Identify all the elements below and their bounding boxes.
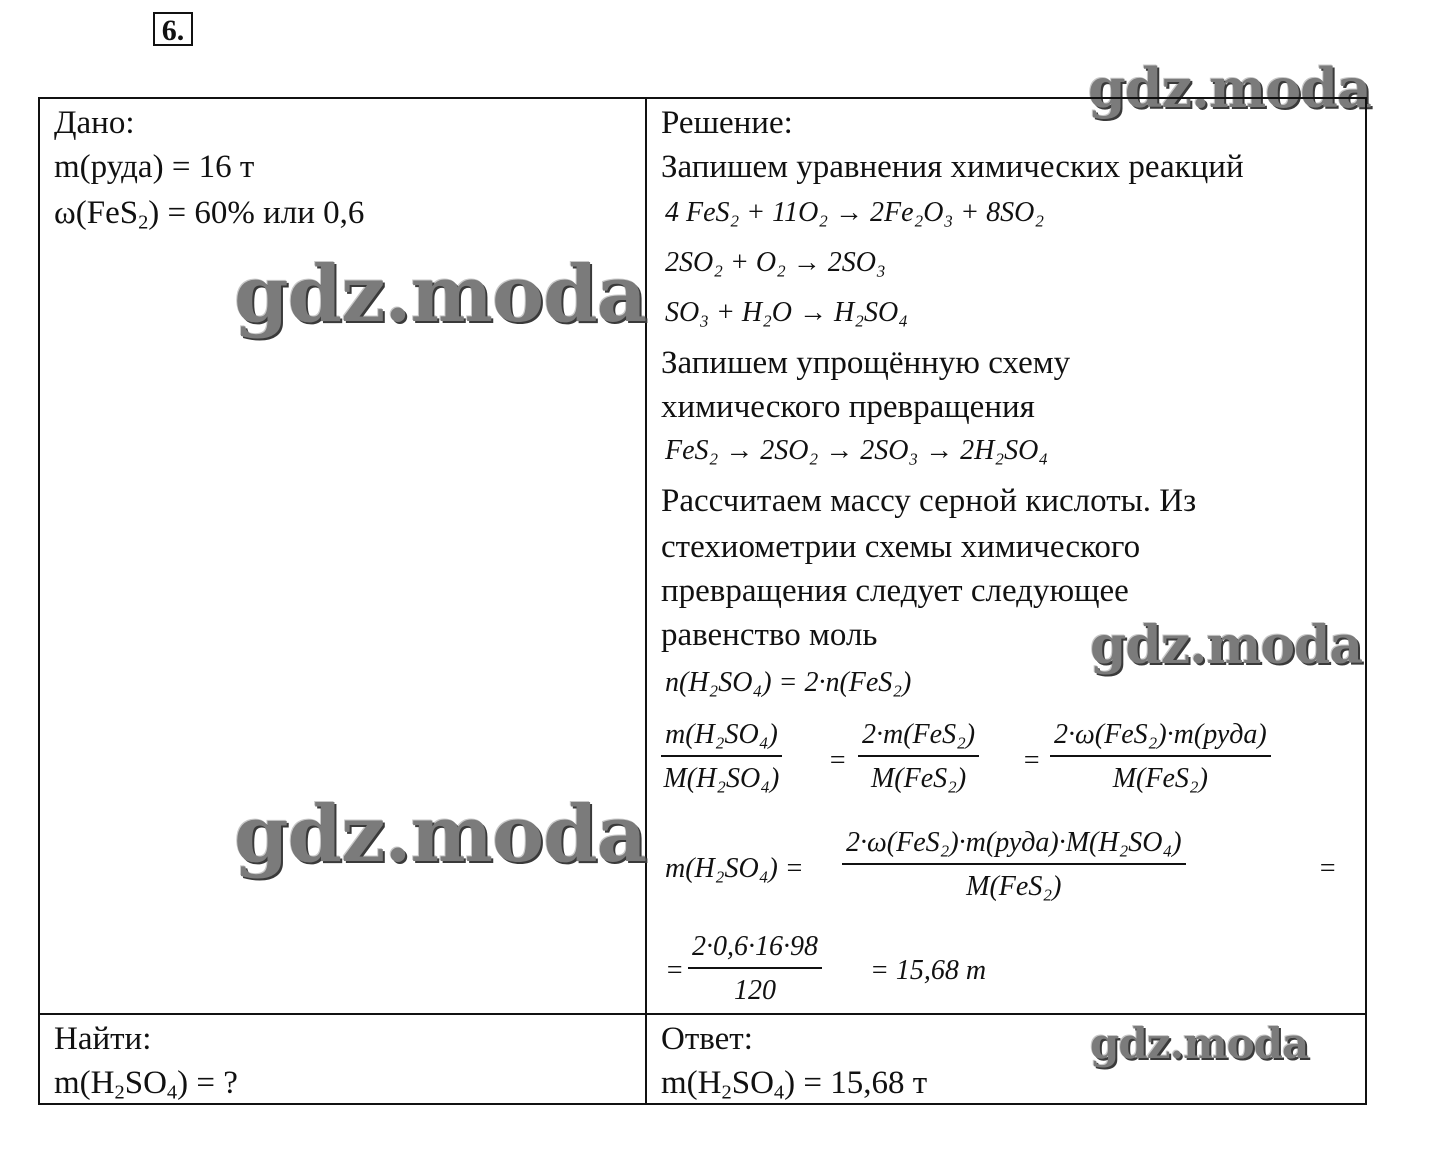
ratio-fraction-3: [1050, 719, 1271, 795]
ratio-fraction-1-denominator: M(H₂SO₄): [663, 763, 780, 794]
calc-fraction-numerator: 2·0,6·16·98: [688, 931, 822, 969]
watermark-logo: gdz.moda: [1090, 615, 1363, 676]
calc-lhs-equals: =: [665, 955, 684, 986]
watermark-logo: gdz.moda: [234, 789, 647, 880]
equals-sign: =: [828, 745, 847, 776]
solution-heading: Решение:: [661, 105, 793, 141]
watermark-logo: gdz.moda: [1090, 1019, 1309, 1068]
calc-fraction: [688, 931, 822, 1007]
watermark-logo: gdz.moda: [234, 249, 647, 340]
conversion-scheme: FeS₂ → 2SO₂ → 2SO₃ → 2H₂SO₄: [665, 435, 1049, 466]
calc-text-line4: равенство моль: [661, 617, 878, 653]
ratio-fraction-2-numerator: 2·m(FeS₂): [858, 719, 979, 757]
mass-fraction: [842, 827, 1186, 903]
ratio-fraction-1-numerator: m(H₂SO₄): [661, 719, 782, 757]
find-heading: Найти:: [54, 1021, 152, 1057]
ratio-fraction-2: [858, 719, 979, 795]
given-ore-mass: m(руда) = 16 т: [54, 149, 255, 185]
row-divider: [40, 1013, 1365, 1015]
calc-text-line1: Рассчитаем массу серной кислоты. Из: [661, 483, 1197, 519]
solution-intro-text: Запишем уравнения химических реакций: [661, 149, 1244, 185]
calc-text-line2: стехиометрии схемы химического: [661, 529, 1141, 565]
given-heading: Дано:: [54, 105, 135, 141]
mass-fraction-denominator: M(FeS₂): [966, 871, 1062, 902]
mass-expression-equals: =: [1318, 853, 1337, 884]
reaction-equation-1: 4 FeS₂ + 11O₂ → 2Fe₂O₃ + 8SO₂: [665, 197, 1045, 228]
reaction-equation-2: 2SO₂ + O₂ → 2SO₃: [665, 247, 886, 278]
problem-number: 6.: [153, 12, 193, 46]
ratio-fraction-3-numerator: 2·ω(FeS₂)·m(руда): [1050, 719, 1271, 757]
ratio-fraction-2-denominator: M(FeS₂): [870, 763, 967, 794]
mole-equality: n(H₂SO₄) = 2·n(FeS₂): [665, 667, 912, 698]
solution-table: [38, 97, 1367, 1105]
ratio-fraction-3-denominator: M(FeS₂): [1112, 763, 1208, 794]
watermark-logo: gdz.moda: [1088, 56, 1371, 120]
mass-fraction-numerator: 2·ω(FeS₂)·m(руда)·M(H₂SO₄): [842, 827, 1186, 865]
ratio-fraction-1: [661, 719, 782, 795]
scheme-text-line1: Запишем упрощённую схему: [661, 345, 1071, 381]
calc-text-line3: превращения следует следующее: [661, 573, 1129, 609]
answer-heading: Ответ:: [661, 1021, 753, 1057]
equals-sign: =: [1022, 745, 1041, 776]
answer-value: $m(H_2SO_4) = 15,68$ т: [661, 1065, 928, 1104]
given-mass-fraction: ω(FeS$_2$) = 60% или 0,6: [54, 195, 365, 234]
scheme-text-line2: химического превращения: [661, 389, 1035, 425]
find-target: $m(H_2SO_4)$ = ?: [54, 1065, 238, 1104]
reaction-equation-3: SO₃ + H₂O → H₂SO₄: [665, 297, 908, 328]
calc-fraction-denominator: 120: [734, 975, 776, 1006]
calc-result: = 15,68 т: [870, 955, 987, 986]
mass-expression-lhs: m(H₂SO₄) =: [665, 853, 804, 884]
